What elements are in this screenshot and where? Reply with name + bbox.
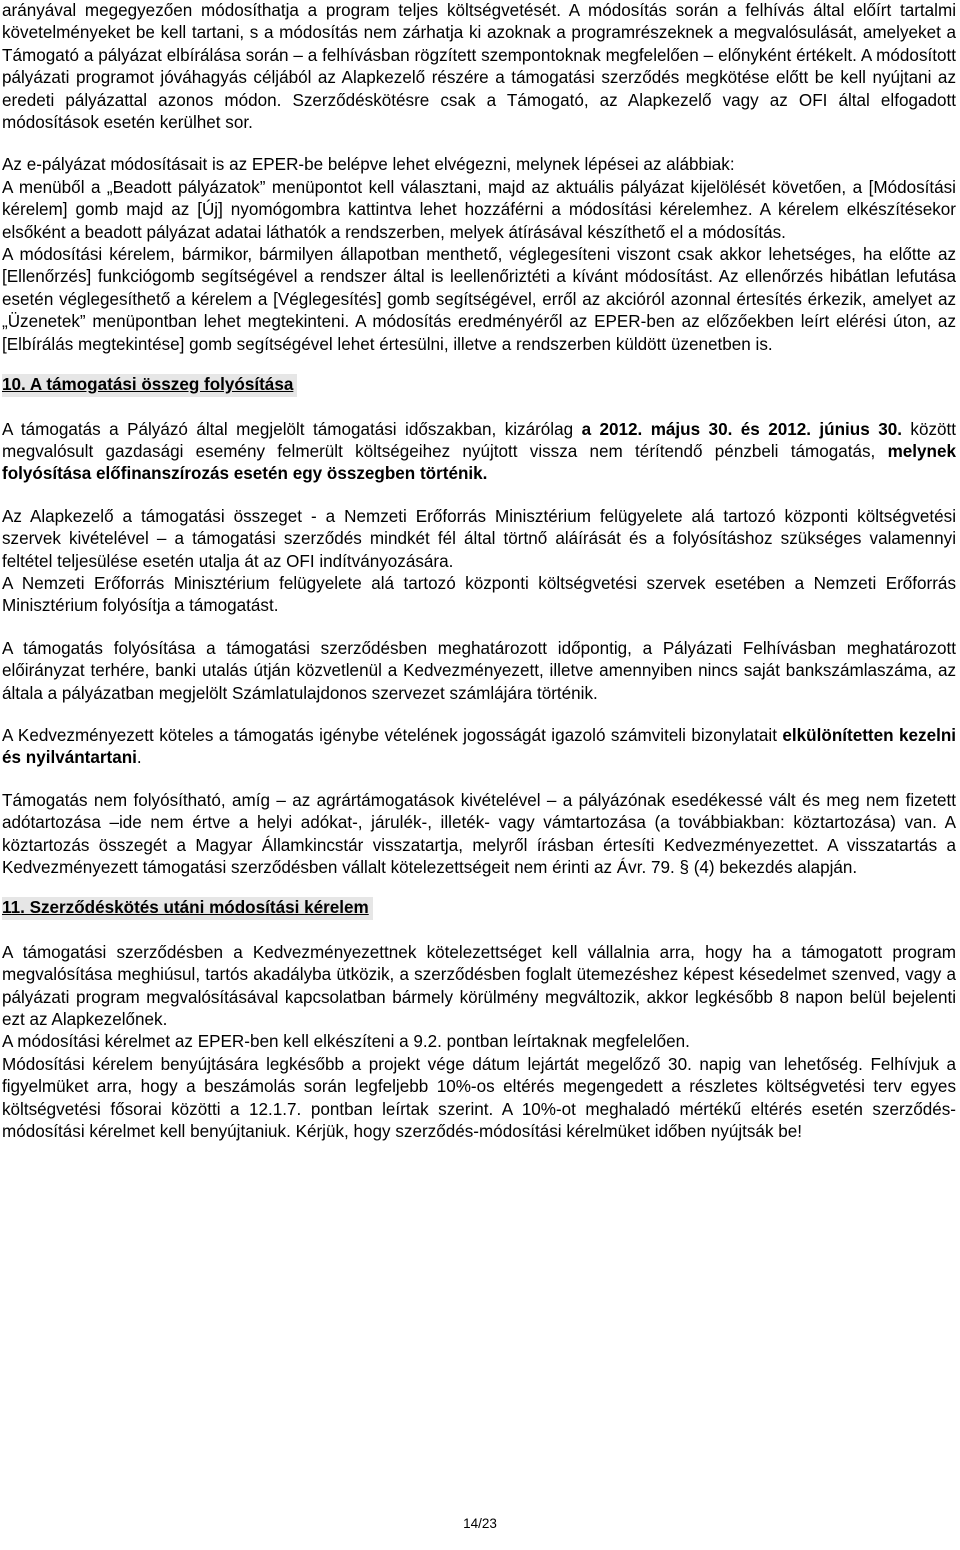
section-heading-wrapper [2, 374, 956, 396]
text-span: között megvalósult gazdasági esemény felmerült költségeihez nyújtott vissza nem térítendő pénzbeli támogatás, [2, 419, 957, 461]
section-heading-11: 11. Szerződéskötés utáni módosítási kérelem [2, 897, 373, 919]
text-span: A támogatás a Pályázó által megjelölt támogatási időszakban, kizárólag [2, 419, 582, 439]
paragraph-intro: arányával megegyezően módosíthatja a program teljes költségvetését. A módosítás során a felhívás által előírt tartalmi követelményeket be kell tartani, s a módosítás nem zárhatja ki azoknak a programrészeknek a megvalósulását, amelyeket a Támogató a pályázat elbírálása során – a felhívásban rögzített szempontoknak megfelelően – előnyként értékelt. A módosított pályázati programot jóváhagyás céljából az Alapkezelő részére a támogatási szerződés megkötése előtt be kell nyújtani az eredeti pályázattal azonos módon. Szerződéskötésre csak a Támogató, az Alapkezelő vagy az OFI által elfogadott módosítások esetén kerülhet sor. [2, 1, 956, 133]
paragraph-eper-request: A módosítási kérelmet az EPER-ben kell elkészíteni a 9.2. pontban leírtaknak megfelelően. [2, 1032, 690, 1052]
page-number: 14/23 [463, 1516, 497, 1531]
bold-prefinancing-note: melynek folyósítása előfinanszírozás esetén egy összegben történik. [2, 441, 956, 484]
section-heading-wrapper [2, 897, 956, 919]
document-page [2, 0, 956, 1143]
paragraph-fund-manager-transfer: Az Alapkezelő a támogatási összeget - a Nemzeti Erőforrás Minisztérium felügyelete alá tartozó központi költségvetési szervek kivételével – a támogatási szerződés mindkét fél által törtnő aláírását és a folyósításhoz szükséges valamennyi feltétel teljesülése esetén utalja át az OFI indítványozására. [2, 506, 956, 571]
paragraph-epa-intro: Az e-pályázat módosításait is az EPER-be belépve lehet elvégezni, melynek lépései az alábbiak: [2, 155, 735, 175]
paragraph-public-debt: Támogatás nem folyósítható, amíg – az agrártámogatások kivételével – a pályázónak esedékessé vált és meg nem fizetett adótartozása –ide nem értve a helyi adókat-, járulék-, illeték- vagy vámtartozása (a továbbiakban: köztartozása) van. A köztartozás összegét a Magyar Államkincstár visszatartja, melyről írásban értesíti Kedvezményezettet. A visszatartás a Kedvezményezett támogatási szerződésben vállalt kötelezettségeit nem érinti az Ávr. 79. § (4) bekezdés alapján. [2, 790, 956, 877]
paragraph-bank-transfer: A támogatás folyósítása a támogatási szerződésben meghatározott időpontig, a Pályázati Felhívásban meghatározott előirányzat terhére, banki utalás útján közvetlenül a Kedvezményezett, illetve amennyiben nincs saját bankszámlaszáma, az általa a pályázatban megjelölt Számlatulajdonos szervezet számlájára történik. [2, 638, 956, 703]
text-span: A Kedvezményezett köteles a támogatás igénybe vételének jogosságát igazoló számviteli bizonylatait [2, 725, 783, 745]
bold-separate-records: elkülönítetten kezelni és nyilvántartani [2, 725, 957, 768]
paragraph-deadline: Módosítási kérelem benyújtására legkésőbb a projekt vége dátum lejártát megelőző 30. napig van lehetőség. Felhívjuk a figyelmüket arra, hogy a beszámolás során legfeljebb 10%-os eltérés megengedett a részletes költségvetési terv egyes költségvetési fősorai közötti a 12.1.7. pontban leírtak szerint. A 10%-ot meghaladó mértékű eltérés esetén szerződés-módosítási kérelmet kell benyújtaniuk. Kérjük, hogy szerződés-módosítási kérelmüket időben nyújtsák be! [2, 1054, 956, 1142]
paragraph-ministry-disbursement: A Nemzeti Erőforrás Minisztérium felügyelete alá tartozó központi költségvetési szervek esetében a Nemzeti Erőforrás Minisztérium folyósítja a támogatást. [2, 573, 956, 616]
paragraph-notification-duty: A támogatási szerződésben a Kedvezményezettnek kötelezettséget kell vállalnia arra, hogy ha a támogatott program megvalósítása meghiúsul, tartós akadályba ütközik, a szerződésben foglalt ütemezéshez képest késedelmet szenved, vagy a pályázati program megvalósításával kapcsolatban bármely körülmény megváltozik, akkor legkésőbb 8 napon belül bejelenti ezt az Alapkezelőnek. [2, 942, 956, 1030]
paragraph-accounting-records [2, 725, 956, 770]
paragraph-epa-menu: A menüből a „Beadott pályázatok” menüpontot kell választani, majd az aktuális pályázat kijelölését követően, a [Módosítási kérelem] gomb majd az [Új] nyomógombra kattintva lehet hozzáférni a módosítási kérelemhez. A kérelem elkészítésekor elsőként a beadott pályázat adatai láthatók a rendszerben, melyek átírásával készíthető el a módosítás. [2, 177, 956, 242]
text-span: . [136, 748, 142, 768]
paragraph-disbursement-period [2, 419, 956, 486]
section-heading-10: 10. A támogatási összeg folyósítása [2, 374, 297, 396]
bold-date-range: a 2012. május 30. és 2012. június 30. [581, 419, 902, 439]
paragraph-epa-finalize: A módosítási kérelem, bármikor, bármilyen állapotban menthető, véglegesíteni viszont csak akkor lehetséges, ha előtte az [Ellenőrzés] funkciógomb segítségével a rendszer által is leellenőriztéti a kívánt módosítást. Az ellenőrzés hibátlan lefutása esetén véglegesíthető a kérelem a [Véglegesítés] gomb segítségével, erről az akcióról azonnal értesítés érkezik, amelyet az „Üzenetek” menüpontban lehet megtekinteni. A módosítás eredményéről az EPER-ben az előzőekben leírt elérési úton, az [Elbírálás megtekintése] gomb segítségével lehet értesülni, illetve a rendszerben küldött üzenetben is. [2, 245, 956, 354]
